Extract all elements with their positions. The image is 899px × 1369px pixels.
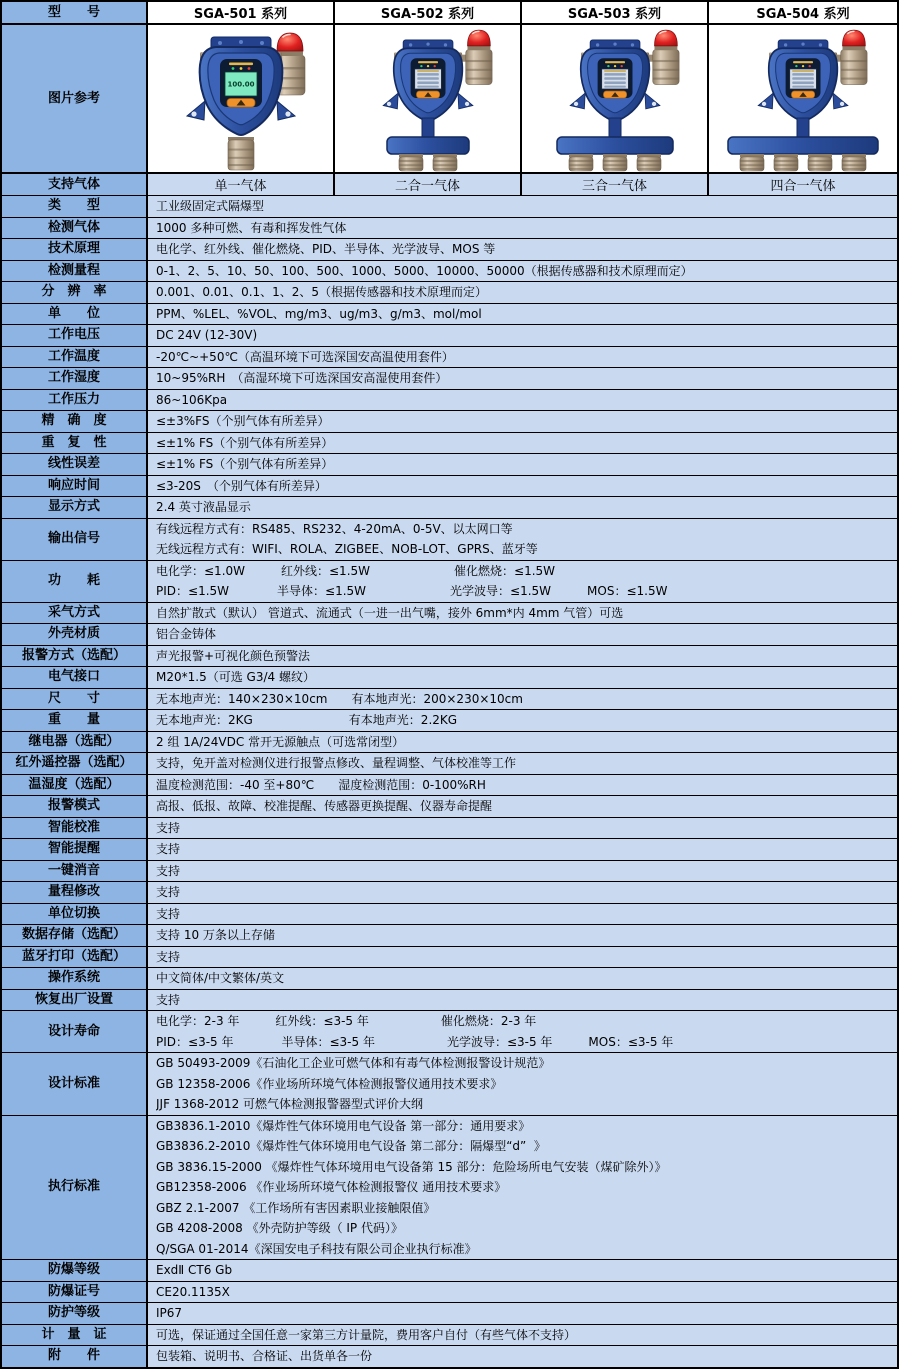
spec-row xyxy=(2,324,897,346)
spec-label: 量程修改 xyxy=(2,882,148,903)
spec-row xyxy=(2,238,897,260)
spec-line: 电化学：2-3 年 红外线：≤3-5 年 催化燃烧：2-3 年 xyxy=(156,1014,537,1028)
spec-line: CE20.1135X xyxy=(156,1284,230,1299)
spec-row xyxy=(2,1324,897,1346)
spec-row xyxy=(2,860,897,882)
spec-line: 工业级固定式隔爆型 xyxy=(156,199,265,213)
product-name: SGA-501 系列 xyxy=(148,2,335,23)
spec-label: 显示方式 xyxy=(2,497,148,518)
spec-row xyxy=(2,1010,897,1052)
spec-label: 设计寿命 xyxy=(2,1011,148,1052)
spec-value xyxy=(148,904,897,925)
spec-row xyxy=(2,602,897,624)
spec-row xyxy=(2,946,897,968)
spec-row xyxy=(2,752,897,774)
spec-label: 防爆等级 xyxy=(2,1260,148,1281)
spec-label: 附 件 xyxy=(2,1346,148,1367)
spec-label: 工作压力 xyxy=(2,390,148,411)
spec-line: 支持 xyxy=(156,992,181,1007)
spec-label: 报警方式（选配） xyxy=(2,646,148,667)
spec-row xyxy=(2,989,897,1011)
spec-line: GB 4208-2008 《外壳防护等级（ IP 代码）》 xyxy=(156,1221,403,1235)
spec-value xyxy=(148,1011,897,1052)
spec-label: 蓝牙打印（选配） xyxy=(2,947,148,968)
spec-line: 支持 xyxy=(156,949,181,964)
spec-label: 线性误差 xyxy=(2,454,148,475)
spec-value xyxy=(148,689,897,710)
spec-value xyxy=(148,968,897,989)
spec-label: 红外遥控器（选配） xyxy=(2,753,148,774)
spec-line: GBZ 2.1-2007 《工作场所有害因素职业接触限值》 xyxy=(156,1200,436,1215)
spec-line: GB3836.1-2010《爆炸性气体环境用电气设备 第一部分：通用要求》 xyxy=(156,1118,531,1133)
spec-label: 类 型 xyxy=(2,196,148,217)
spec-line: PID：≤3-5 年 半导体：≤3-5 年 光学波导：≤3-5 年 MOS：≤3-5 年 xyxy=(156,1034,674,1049)
spec-line: ≤±1% FS（个别气体有所差异） xyxy=(156,457,334,471)
spec-label: 工作电压 xyxy=(2,325,148,346)
spec-value xyxy=(148,882,897,903)
spec-label: 操作系统 xyxy=(2,968,148,989)
spec-row xyxy=(2,1115,897,1260)
spec-value xyxy=(148,667,897,688)
spec-value xyxy=(148,710,897,731)
spec-line: 高报、低报、故障、校准提醒、传感器更换提醒、仪器寿命提醒 xyxy=(156,799,493,813)
spec-row xyxy=(2,967,897,989)
spec-value xyxy=(148,1260,897,1281)
spec-row xyxy=(2,346,897,368)
spec-line: GB12358-2006 《作业场所环境气体检测报警仪 通用技术要求》 xyxy=(156,1180,507,1194)
spec-line: 无本地声光：140×230×10cm 有本地声光：200×230×10cm xyxy=(156,691,523,706)
spec-line: 支持 xyxy=(156,863,181,878)
spec-label: 精 确 度 xyxy=(2,411,148,432)
spec-row xyxy=(2,453,897,475)
spec-line: 电化学、红外线、催化燃烧、PID、半导体、光学波导、MOS 等 xyxy=(156,242,496,256)
spec-value xyxy=(148,818,897,839)
spec-row xyxy=(2,496,897,518)
spec-label: 技术原理 xyxy=(2,239,148,260)
spec-value xyxy=(148,1346,897,1367)
header-row xyxy=(2,2,897,23)
spec-value xyxy=(148,239,897,260)
spec-row xyxy=(2,709,897,731)
spec-line: 包装箱、说明书、合格证、出货单各一份 xyxy=(156,1349,373,1363)
spec-label: 单位切换 xyxy=(2,904,148,925)
spec-value xyxy=(148,1303,897,1324)
spec-line: 有线远程方式有：RS485、RS232、4-20mA、0-5V、以太网口等 xyxy=(156,521,513,536)
spec-row xyxy=(2,410,897,432)
spec-row xyxy=(2,432,897,454)
spec-line: 支持 xyxy=(156,906,181,921)
spec-label: 重 量 xyxy=(2,710,148,731)
spec-line: 支持 xyxy=(156,842,181,856)
spec-row xyxy=(2,838,897,860)
spec-line: ≤±1% FS（个别气体有所差异） xyxy=(156,435,334,450)
supported-gas-value: 四合一气体 xyxy=(709,174,897,195)
supported-gas-value: 二合一气体 xyxy=(335,174,522,195)
product-image xyxy=(709,25,897,172)
spec-value xyxy=(148,947,897,968)
spec-row xyxy=(2,1281,897,1303)
spec-line: PID：≤1.5W 半导体：≤1.5W 光学波导：≤1.5W MOS：≤1.5W xyxy=(156,584,668,598)
spec-label: 分 辨 率 xyxy=(2,282,148,303)
spec-label: 智能提醒 xyxy=(2,839,148,860)
spec-line: 无线远程方式有：WIFI、ROLA、ZIGBEE、NOB-LOT、GPRS、蓝牙等 xyxy=(156,542,538,556)
spec-label: 一键消音 xyxy=(2,861,148,882)
product-image xyxy=(522,25,709,172)
product-image xyxy=(335,25,522,172)
supported-gas-value: 三合一气体 xyxy=(522,174,709,195)
spec-row xyxy=(2,817,897,839)
spec-label: 报警模式 xyxy=(2,796,148,817)
spec-label: 尺 寸 xyxy=(2,689,148,710)
model-row-label: 型 号 xyxy=(2,2,148,23)
spec-value xyxy=(148,218,897,239)
spec-row xyxy=(2,560,897,602)
spec-value xyxy=(148,646,897,667)
spec-row xyxy=(2,731,897,753)
product-image-row xyxy=(2,23,897,172)
spec-line: 10~95%RH （高湿环境下可选深国安高湿使用套件） xyxy=(156,371,448,385)
spec-row xyxy=(2,389,897,411)
spec-label: 功 耗 xyxy=(2,561,148,602)
spec-value xyxy=(148,753,897,774)
spec-row xyxy=(2,281,897,303)
spec-row xyxy=(2,1302,897,1324)
spec-line: GB 50493-2009《石油化工企业可燃气体和有毒气体检测报警设计规范》 xyxy=(156,1056,551,1070)
spec-label: 数据存储（选配） xyxy=(2,925,148,946)
spec-label: 恢复出厂设置 xyxy=(2,990,148,1011)
spec-value xyxy=(148,454,897,475)
spec-line: 2 组 1A/24VDC 常开无源触点（可选常闭型） xyxy=(156,734,405,749)
spec-value xyxy=(148,304,897,325)
spec-value xyxy=(148,839,897,860)
spec-value xyxy=(148,861,897,882)
spec-value xyxy=(148,196,897,217)
spec-value xyxy=(148,1116,897,1260)
spec-line: -20℃~+50℃（高温环境下可选深国安高温使用套件） xyxy=(156,349,454,364)
spec-label: 防爆证号 xyxy=(2,1282,148,1303)
spec-label: 继电器（选配） xyxy=(2,732,148,753)
product-image xyxy=(148,25,335,172)
spec-value xyxy=(148,561,897,602)
spec-value xyxy=(148,476,897,497)
product-name: SGA-502 系列 xyxy=(335,2,522,23)
spec-line: 中文简体/中文繁体/英文 xyxy=(156,971,285,985)
spec-line: Q/SGA 01-2014《深国安电子科技有限公司企业执行标准》 xyxy=(156,1241,477,1256)
spec-value xyxy=(148,347,897,368)
spec-line: 支持 xyxy=(156,820,181,835)
spec-value xyxy=(148,624,897,645)
spec-row xyxy=(2,645,897,667)
spec-line: 支持 10 万条以上存储 xyxy=(156,928,275,942)
spec-line: IP67 xyxy=(156,1306,183,1320)
spec-value xyxy=(148,433,897,454)
spec-label: 响应时间 xyxy=(2,476,148,497)
spec-value xyxy=(148,990,897,1011)
spec-line: DC 24V (12-30V) xyxy=(156,328,258,342)
spec-line: 自然扩散式（默认） 管道式、流通式（一进一出气嘴，接外 6mm*内 4mm 气管）可选 xyxy=(156,605,624,620)
spec-line: JJF 1368-2012 可燃气体检测报警器型式评价大纲 xyxy=(156,1097,424,1111)
spec-row xyxy=(2,475,897,497)
spec-value xyxy=(148,390,897,411)
spec-value xyxy=(148,261,897,282)
spec-value xyxy=(148,497,897,518)
supported-gas-value: 单一气体 xyxy=(148,174,335,195)
spec-value xyxy=(148,519,897,560)
spec-row xyxy=(2,1259,897,1281)
spec-row xyxy=(2,1345,897,1367)
supported-gas-row xyxy=(2,172,897,195)
spec-body xyxy=(2,195,897,1367)
spec-label: 智能校准 xyxy=(2,818,148,839)
gas-detector-illustration xyxy=(718,25,888,172)
spec-line: GB3836.2-2010《爆炸性气体环境用电气设备 第二部分：隔爆型“d” 》 xyxy=(156,1139,546,1153)
spec-value xyxy=(148,1325,897,1346)
spec-line: 声光报警+可视化颜色预警法 xyxy=(156,648,311,663)
spec-row xyxy=(2,1052,897,1115)
spec-value xyxy=(148,775,897,796)
spec-label: 设计标准 xyxy=(2,1053,148,1115)
spec-line: 铝合金铸体 xyxy=(156,627,217,641)
spec-line: M20*1.5（可选 G3/4 螺纹） xyxy=(156,670,315,684)
spec-row xyxy=(2,774,897,796)
spec-line: PPM、%LEL、%VOL、mg/m3、ug/m3、g/m3、mol/mol xyxy=(156,306,482,321)
spec-line: GB 3836.15-2000 《爆炸性气体环境用电气设备第 15 部分：危险场所电气安装（煤矿除外）》 xyxy=(156,1159,667,1174)
spec-value xyxy=(148,368,897,389)
spec-row xyxy=(2,666,897,688)
spec-row xyxy=(2,795,897,817)
spec-line: ≤3-20S （个别气体有所差异） xyxy=(156,478,327,493)
spec-row xyxy=(2,924,897,946)
spec-line: 2.4 英寸液晶显示 xyxy=(156,500,251,514)
product-name: SGA-503 系列 xyxy=(522,2,709,23)
product-name: SGA-504 系列 xyxy=(709,2,897,23)
gas-detector-illustration xyxy=(156,25,326,172)
spec-row xyxy=(2,260,897,282)
spec-label: 温湿度（选配） xyxy=(2,775,148,796)
spec-value xyxy=(148,1282,897,1303)
spec-row xyxy=(2,903,897,925)
spec-label: 输出信号 xyxy=(2,519,148,560)
spec-line: 0.001、0.01、0.1、1、2、5（根据传感器和技术原理而定） xyxy=(156,285,488,299)
gas-detector-illustration xyxy=(530,25,700,172)
spec-line: 可选，保证通过全国任意一家第三方计量院，费用客户自付（有些气体不支持） xyxy=(156,1327,577,1342)
spec-line: 支持，免开盖对检测仪进行报警点修改、量程调整、气体校准等工作 xyxy=(156,756,517,770)
gas-row-label: 支持气体 xyxy=(2,174,148,195)
spec-value xyxy=(148,925,897,946)
spec-value xyxy=(148,603,897,624)
spec-row xyxy=(2,688,897,710)
spec-row xyxy=(2,217,897,239)
spec-value xyxy=(148,411,897,432)
spec-value xyxy=(148,732,897,753)
spec-label: 执行标准 xyxy=(2,1116,148,1260)
spec-row xyxy=(2,303,897,325)
spec-row xyxy=(2,623,897,645)
spec-line: 无本地声光：2KG 有本地声光：2.2KG xyxy=(156,713,458,727)
gas-detector-illustration xyxy=(343,25,513,172)
image-row-label: 图片参考 xyxy=(2,25,148,172)
spec-line: 温度检测范围：-40 至+80℃ 湿度检测范围：0-100%RH xyxy=(156,777,486,792)
spec-row xyxy=(2,518,897,560)
spec-row xyxy=(2,367,897,389)
spec-label: 防护等级 xyxy=(2,1303,148,1324)
spec-label: 检测气体 xyxy=(2,218,148,239)
svg-text:100.00: 100.00 xyxy=(226,80,255,88)
spec-label: 重 复 性 xyxy=(2,433,148,454)
spec-label: 检测量程 xyxy=(2,261,148,282)
spec-label: 电气接口 xyxy=(2,667,148,688)
spec-label: 工作湿度 xyxy=(2,368,148,389)
spec-line: 86~106Kpa xyxy=(156,392,228,407)
spec-line: GB 12358-2006《作业场所环境气体检测报警仪通用技术要求》 xyxy=(156,1076,503,1091)
spec-line: 0-1、2、5、10、50、100、500、1000、5000、10000、50000（根据传感器和技术原理而定） xyxy=(156,263,693,278)
spec-line: ExdⅡ CT6 Gb xyxy=(156,1263,233,1277)
spec-row xyxy=(2,881,897,903)
spec-label: 外壳材质 xyxy=(2,624,148,645)
spec-value xyxy=(148,282,897,303)
spec-line: 1000 多种可燃、有毒和挥发性气体 xyxy=(156,220,347,235)
spec-label: 采气方式 xyxy=(2,603,148,624)
spec-line: 支持 xyxy=(156,885,181,899)
spec-label: 单 位 xyxy=(2,304,148,325)
spec-value xyxy=(148,325,897,346)
spec-line: ≤±3%FS（个别气体有所差异） xyxy=(156,414,330,428)
spec-line: 电化学：≤1.0W 红外线：≤1.5W 催化燃烧：≤1.5W xyxy=(156,563,556,578)
spec-label: 计 量 证 xyxy=(2,1325,148,1346)
spec-row xyxy=(2,195,897,217)
spec-value xyxy=(148,796,897,817)
spec-label: 工作温度 xyxy=(2,347,148,368)
spec-value xyxy=(148,1053,897,1115)
